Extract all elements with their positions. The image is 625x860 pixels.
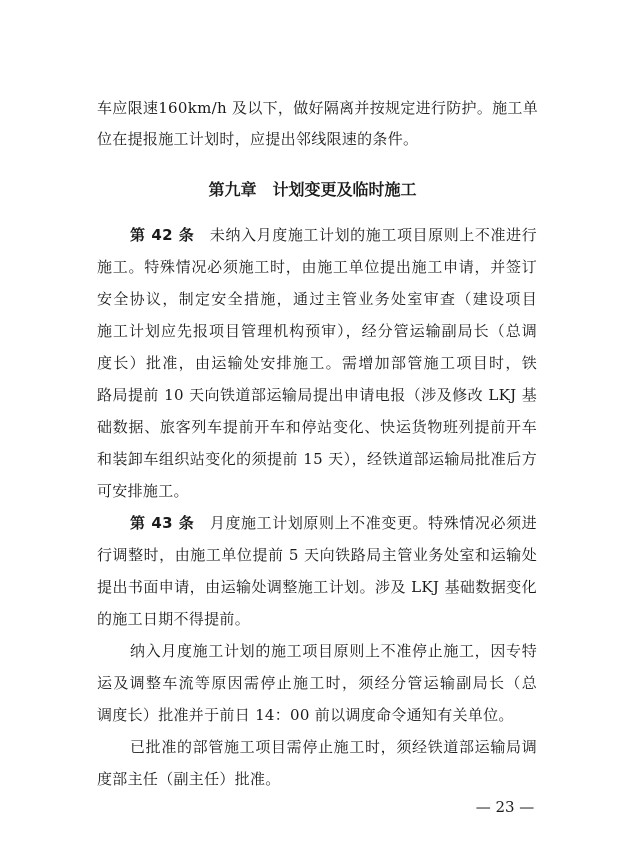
page-number: — 23 —: [475, 798, 535, 816]
body-text-line: 度部主任（副主任）批准。: [97, 770, 281, 788]
body-text-line: 础数据、旅客列车提前开车和停站变化、快运货物班列提前开车: [97, 418, 537, 436]
body-text-line: 路局提前 10 天向铁道部运输局提出申请电报（涉及修改 LKJ 基: [97, 386, 537, 404]
body-text-line: 的施工日期不得提前。: [97, 610, 251, 628]
body-text-line: 车应限速160km/h 及以下，做好隔离并按规定进行防护。施工单: [97, 99, 539, 117]
body-text-line: 施工计划应先报项目管理机构预审），经分管运输副局长（总调: [97, 322, 537, 340]
article-first-line: [130, 513, 537, 533]
article-first-line: [130, 225, 537, 245]
article-number: 第 43 条: [130, 514, 195, 532]
body-text-line: 行调整时，由施工单位提前 5 天向铁路局主管业务处室和运输处: [97, 546, 537, 564]
chapter-title: 第九章 计划变更及临时施工: [208, 180, 417, 199]
body-text-line: 和装卸车组织站变化的须提前 15 天），经铁道部运输局批准后方: [97, 450, 537, 468]
body-text-line: 安全协议，制定安全措施，通过主管业务处室审查（建设项目: [97, 290, 537, 308]
body-text-line: 可安排施工。: [97, 482, 189, 500]
body-text-line: 施工。特殊情况必须施工时，由施工单位提出施工申请，并签订: [97, 258, 537, 276]
body-text-line: 调度长）批准并于前日 14：00 前以调度命令通知有关单位。: [97, 706, 514, 724]
paragraph-first-line: 纳入月度施工计划的施工项目原则上不准停止施工，因专特: [130, 642, 537, 660]
paragraph-first-line: 已批准的部管施工项目需停止施工时，须经铁道部运输局调: [130, 738, 537, 756]
body-text-line: 度长）批准，由运输处安排施工。需增加部管施工项目时，铁: [97, 354, 537, 372]
article-first-line-text: 月度施工计划原则上不准变更。特殊情况必须进: [209, 514, 537, 532]
body-text-line: 位在提报施工计划时，应提出邻线限速的条件。: [97, 130, 419, 148]
article-first-line-text: 未纳入月度施工计划的施工项目原则上不准进行: [209, 226, 537, 244]
article-number: 第 42 条: [130, 226, 195, 244]
body-text-line: 提出书面申请，由运输处调整施工计划。涉及 LKJ 基础数据变化: [97, 578, 537, 596]
body-text-line: 运及调整车流等原因需停止施工时，须经分管运输副局长（总: [97, 674, 537, 692]
